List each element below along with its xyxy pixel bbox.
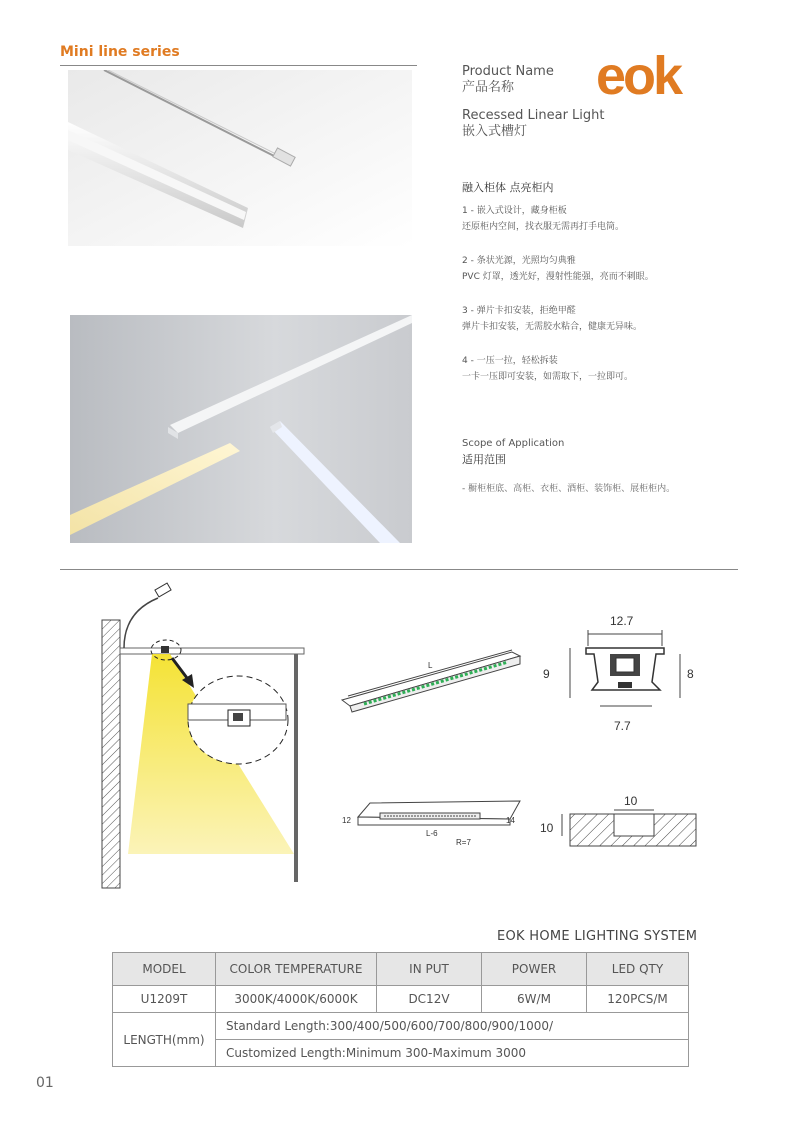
cross-section-diagram: [540, 610, 700, 735]
header-power: POWER: [482, 953, 587, 986]
feature-desc: 弹片卡扣安装，无需胶水粘合，健康无异味。: [462, 322, 643, 332]
section-height-left-label: 9: [543, 667, 550, 681]
table-row: [113, 986, 689, 1013]
product-name-en: Product Name: [462, 64, 554, 79]
side-R-label: R=7: [456, 838, 471, 847]
feature-desc: 还原柜内空间，找衣服无需再打手电筒。: [462, 222, 625, 232]
header-input: IN PUT: [377, 953, 482, 986]
feature-desc: PVC 灯罩，透光好，漫射性能强，亮而不刺眼。: [462, 272, 654, 282]
scope-block: [462, 436, 564, 468]
cutout-diagram: [540, 792, 700, 852]
cut-depth-label: 10: [540, 821, 554, 835]
side-12-label: 12: [342, 816, 351, 825]
cell-color-temperature: 3000K/4000K/6000K: [216, 986, 377, 1013]
header-color-temperature: COLOR TEMPERATURE: [216, 953, 377, 986]
profile-diagram: [340, 640, 525, 720]
intro-title: 融入柜体 点亮柜内: [462, 181, 554, 194]
side-profile-diagram: [340, 795, 525, 850]
installation-diagram: [98, 582, 308, 894]
series-title: Mini line series: [60, 44, 180, 60]
side-L6-label: L-6: [426, 829, 438, 838]
product-en: Recessed Linear Light: [462, 108, 605, 123]
section-rule: [60, 569, 738, 570]
scope-items: - 橱柜柜底、高柜、衣柜、酒柜、装饰柜、展柜柜内。: [462, 484, 676, 494]
product-name-block: [462, 64, 605, 140]
section-width-label: 12.7: [610, 614, 634, 628]
side-14-label: 14: [506, 816, 515, 825]
feature-4: [462, 353, 633, 385]
header-led-qty: LED QTY: [587, 953, 689, 986]
spec-table: [112, 952, 689, 1067]
feature-3: [462, 303, 642, 335]
profile-L-label: L: [428, 661, 433, 670]
logo-text: eok: [596, 50, 681, 100]
feature-title: 4 - 一压一拉，轻松拆装: [462, 356, 558, 366]
table-row: [113, 1013, 689, 1040]
cell-input: DC12V: [377, 986, 482, 1013]
cell-length-label: LENGTH(mm): [113, 1013, 216, 1067]
header-rule: [60, 65, 417, 66]
feature-2: [462, 253, 654, 285]
cell-model: U1209T: [113, 986, 216, 1013]
page-number: 01: [36, 1075, 54, 1091]
cell-standard-length: Standard Length:300/400/500/600/700/800/900/1000/: [216, 1013, 689, 1040]
scope-title-cn: 适用范围: [462, 453, 506, 466]
scope-title-en: Scope of Application: [462, 438, 565, 449]
product-name-cn: 产品名称: [462, 80, 515, 95]
feature-title: 2 - 条状光源，光照均匀典雅: [462, 256, 576, 266]
cell-power: 6W/M: [482, 986, 587, 1013]
table-header-row: [113, 953, 689, 986]
feature-title: 3 - 弹片卡扣安装，拒绝甲醛: [462, 306, 576, 316]
product-cn: 嵌入式槽灯: [462, 124, 528, 139]
product-photo-top: [68, 70, 412, 246]
product-photo-bottom: [70, 315, 412, 543]
system-title: EOK HOME LIGHTING SYSTEM: [497, 929, 698, 944]
section-bottom-label: 7.7: [614, 719, 631, 733]
cell-customized-length: Customized Length:Minimum 300-Maximum 3000: [216, 1040, 689, 1067]
header-model: MODEL: [113, 953, 216, 986]
feature-1: [462, 203, 624, 235]
eok-logo: [596, 50, 736, 100]
section-height-right-label: 8: [687, 667, 694, 681]
cut-width-label: 10: [624, 794, 638, 808]
feature-desc: 一卡一压即可安装，如需取下，一拉即可。: [462, 372, 634, 382]
feature-title: 1 - 嵌入式设计，藏身柜板: [462, 206, 567, 216]
cell-led-qty: 120PCS/M: [587, 986, 689, 1013]
